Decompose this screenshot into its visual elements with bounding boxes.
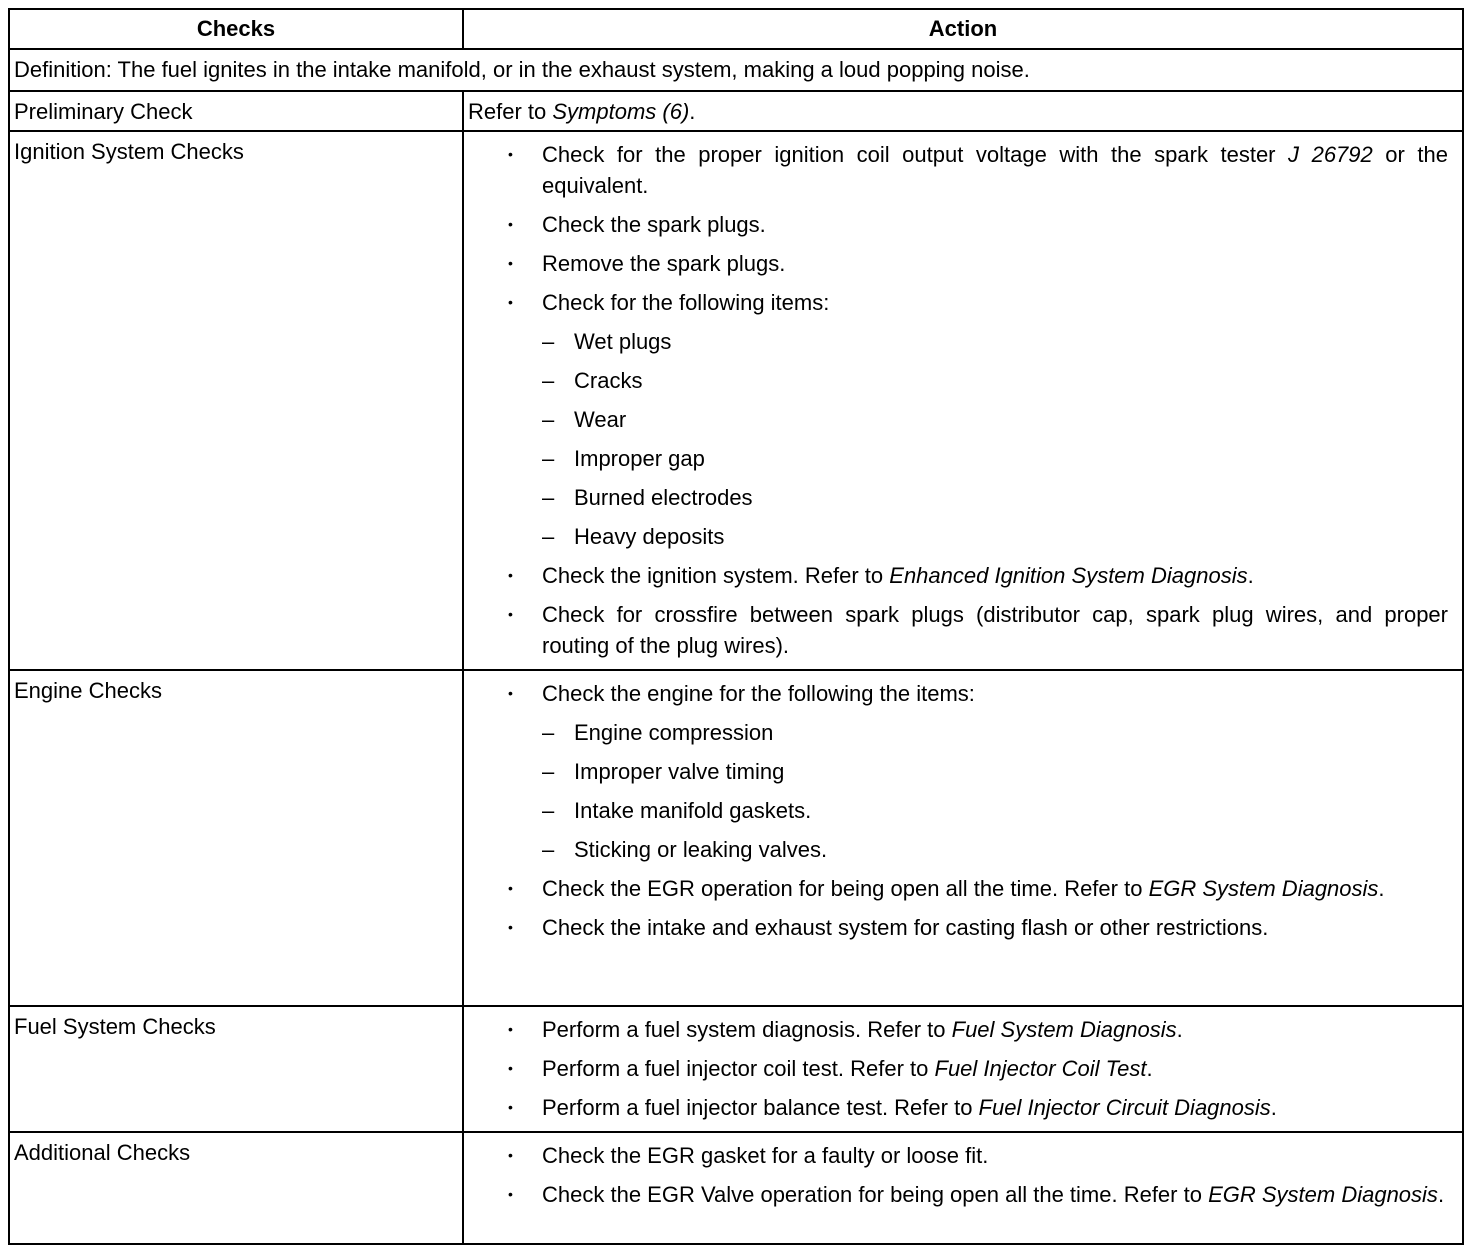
- action-list: [468, 678, 1458, 943]
- reference-link: Enhanced Ignition System Diagnosis: [889, 563, 1248, 588]
- action-list: [468, 1014, 1458, 1123]
- reference-link: Fuel Injector Coil Test: [934, 1056, 1147, 1081]
- reference-link: Symptoms (6): [552, 99, 690, 124]
- table-row: [9, 1132, 1463, 1244]
- table-row: [9, 131, 1463, 670]
- definition: Definition: The fuel ignites in the intake manifold, or in the exhaust system, making a loud popping noise.: [9, 49, 1463, 91]
- action-cell: [463, 1132, 1463, 1244]
- bullet-item: • Check for the proper ignition coil output voltage with the spark tester J 26792 or the equivalent.: [504, 139, 1448, 201]
- sub-item: – Sticking or leaking valves.: [504, 834, 1448, 865]
- action-cell: Refer to Symptoms (6).: [463, 91, 1463, 131]
- action-list: [468, 139, 1458, 661]
- sub-item: – Wear: [504, 404, 1448, 435]
- sub-item: – Improper valve timing: [504, 756, 1448, 787]
- sub-item: – Cracks: [504, 365, 1448, 396]
- definition-row: [9, 49, 1463, 91]
- check-name: Additional Checks: [9, 1132, 463, 1244]
- header-action: Action: [463, 9, 1463, 49]
- table-row: [9, 1006, 1463, 1132]
- header-checks: Checks: [9, 9, 463, 49]
- bullet-item: • Check for crossfire between spark plugs (distributor cap, spark plug wires, and proper routing of the plug wires).: [504, 599, 1448, 661]
- diagnosis-table: [8, 8, 1464, 1245]
- bullet-item: • Check the EGR operation for being open all the time. Refer to EGR System Diagnosis.: [504, 873, 1448, 904]
- table-row: [9, 670, 1463, 1006]
- action-cell: [463, 670, 1463, 1006]
- sub-item: – Engine compression: [504, 717, 1448, 748]
- bullet-item: • Check the intake and exhaust system for casting flash or other restrictions.: [504, 912, 1448, 943]
- sub-item: – Heavy deposits: [504, 521, 1448, 552]
- action-cell: [463, 131, 1463, 670]
- check-name: Ignition System Checks: [9, 131, 463, 670]
- action-list: [468, 1140, 1458, 1210]
- bullet-item: • Perform a fuel system diagnosis. Refer to Fuel System Diagnosis.: [504, 1014, 1448, 1045]
- check-name: Engine Checks: [9, 670, 463, 1006]
- sub-item: – Intake manifold gaskets.: [504, 795, 1448, 826]
- table-row: [9, 91, 1463, 131]
- reference-link: Fuel Injector Circuit Diagnosis: [978, 1095, 1271, 1120]
- bullet-item: • Check the spark plugs.: [504, 209, 1448, 240]
- sub-item: – Burned electrodes: [504, 482, 1448, 513]
- action-cell: [463, 1006, 1463, 1132]
- sub-item: – Improper gap: [504, 443, 1448, 474]
- bullet-item: • Check the engine for the following the items:: [504, 678, 1448, 709]
- bullet-item: • Check for the following items:: [504, 287, 1448, 318]
- bullet-item: • Remove the spark plugs.: [504, 248, 1448, 279]
- check-name: Preliminary Check: [9, 91, 463, 131]
- sub-item: – Wet plugs: [504, 326, 1448, 357]
- header-row: [9, 9, 1463, 49]
- bullet-item: • Perform a fuel injector balance test. Refer to Fuel Injector Circuit Diagnosis.: [504, 1092, 1448, 1123]
- reference-link: Fuel System Diagnosis: [951, 1017, 1177, 1042]
- bullet-item: • Check the EGR Valve operation for being open all the time. Refer to EGR System Diagnosis.: [504, 1179, 1448, 1210]
- check-name: Fuel System Checks: [9, 1006, 463, 1132]
- reference-link: J 26792: [1288, 142, 1373, 167]
- bullet-item: • Perform a fuel injector coil test. Refer to Fuel Injector Coil Test.: [504, 1053, 1448, 1084]
- bullet-item: • Check the EGR gasket for a faulty or loose fit.: [504, 1140, 1448, 1171]
- reference-link: EGR System Diagnosis: [1148, 876, 1379, 901]
- bullet-item: • Check the ignition system. Refer to Enhanced Ignition System Diagnosis.: [504, 560, 1448, 591]
- reference-link: EGR System Diagnosis: [1208, 1182, 1438, 1207]
